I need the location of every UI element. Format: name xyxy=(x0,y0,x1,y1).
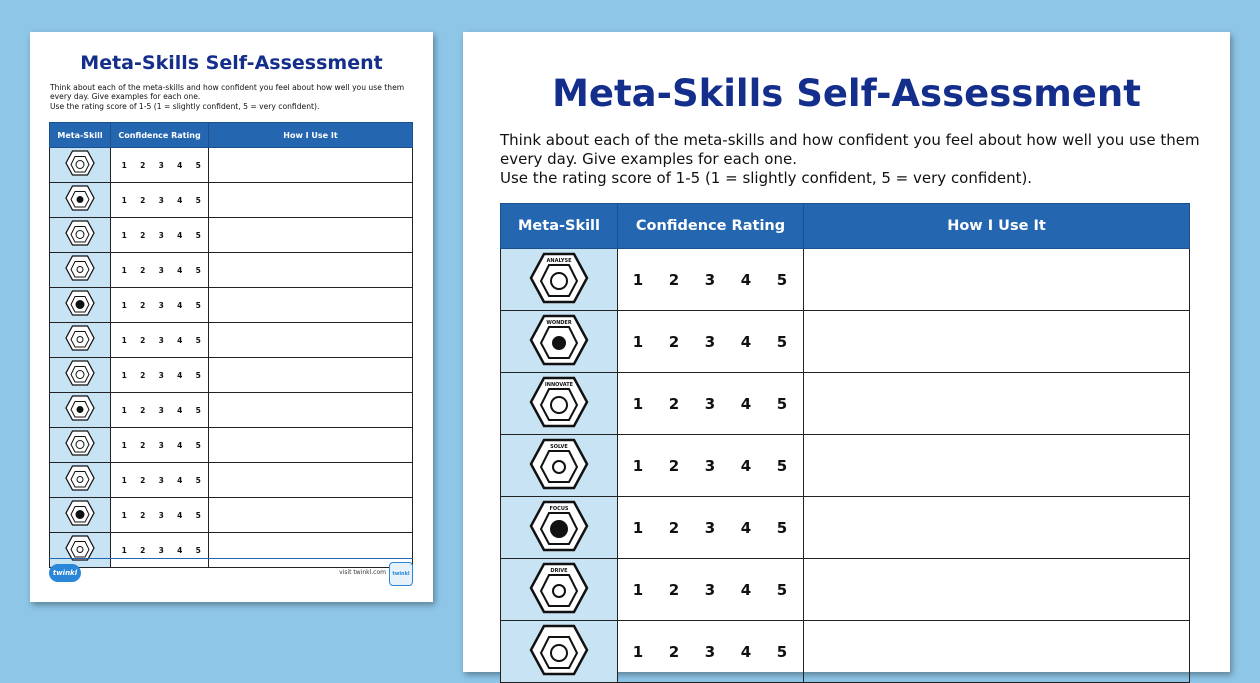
rating-option[interactable]: 5 xyxy=(195,370,201,380)
meta-skill-cell xyxy=(50,288,111,323)
table-row xyxy=(501,497,1190,559)
rating-option[interactable]: 2 xyxy=(140,300,146,310)
table-row xyxy=(501,249,1190,311)
rating-option[interactable]: 1 xyxy=(121,475,127,485)
rating-option[interactable]: 1 xyxy=(121,545,127,555)
rating-option[interactable]: 4 xyxy=(740,580,752,599)
rating-option[interactable]: 5 xyxy=(195,230,201,240)
how-i-use-it-cell[interactable] xyxy=(209,463,413,498)
rating-option[interactable]: 3 xyxy=(158,440,164,450)
rating-option[interactable]: 5 xyxy=(776,270,788,289)
rating-option[interactable]: 5 xyxy=(195,405,201,415)
rating-option[interactable]: 3 xyxy=(158,230,164,240)
rating-option[interactable]: 3 xyxy=(158,370,164,380)
rating-option[interactable]: 1 xyxy=(121,300,127,310)
rating-option[interactable]: 5 xyxy=(195,265,201,275)
footer-url: visit twinkl.com xyxy=(339,569,386,576)
how-i-use-it-cell[interactable] xyxy=(804,497,1190,559)
rating-option[interactable]: 3 xyxy=(704,456,716,475)
how-i-use-it-cell[interactable] xyxy=(209,253,413,288)
instructions-line-1: Think about each of the meta-skills and how confident you feel about how well you use them every day. Give examples for each one. xyxy=(500,131,1200,168)
rating-option[interactable]: 1 xyxy=(632,642,644,661)
how-i-use-it-cell[interactable] xyxy=(209,498,413,533)
table-row xyxy=(50,498,413,533)
rating-option[interactable]: 1 xyxy=(632,332,644,351)
rating-option[interactable]: 4 xyxy=(177,440,183,450)
how-i-use-it-cell[interactable] xyxy=(804,559,1190,621)
meta-skill-cell xyxy=(50,323,111,358)
confidence-rating-cell xyxy=(111,218,209,253)
rating-option[interactable]: 2 xyxy=(668,642,680,661)
meta-skill-hexagon-icon xyxy=(529,375,589,429)
rating-option[interactable]: 2 xyxy=(140,510,146,520)
zoomed-sheet xyxy=(463,32,1230,672)
rating-option[interactable]: 3 xyxy=(158,265,164,275)
rating-option[interactable]: 2 xyxy=(668,332,680,351)
meta-skill-cell xyxy=(501,497,618,559)
meta-skill-cell xyxy=(50,358,111,393)
how-i-use-it-cell[interactable] xyxy=(804,373,1190,435)
how-i-use-it-cell[interactable] xyxy=(804,249,1190,311)
how-i-use-it-cell[interactable] xyxy=(804,435,1190,497)
table-row xyxy=(501,311,1190,373)
table-row xyxy=(50,463,413,498)
rating-option[interactable]: 2 xyxy=(140,405,146,415)
rating-option[interactable]: 2 xyxy=(140,370,146,380)
rating-option[interactable]: 3 xyxy=(704,394,716,413)
table-row xyxy=(50,323,413,358)
rating-option[interactable]: 4 xyxy=(740,332,752,351)
rating-option[interactable]: 5 xyxy=(195,195,201,205)
confidence-rating-cell xyxy=(618,249,804,311)
rating-option[interactable]: 4 xyxy=(740,270,752,289)
meta-skill-cell xyxy=(501,435,618,497)
meta-skill-hexagon-icon xyxy=(65,288,95,318)
confidence-rating-cell xyxy=(111,428,209,463)
meta-skill-cell xyxy=(50,428,111,463)
meta-skill-cell xyxy=(50,498,111,533)
rating-option[interactable]: 4 xyxy=(177,230,183,240)
rating-option[interactable]: 3 xyxy=(704,270,716,289)
rating-option[interactable]: 3 xyxy=(158,335,164,345)
meta-skill-hexagon-icon xyxy=(529,499,589,553)
rating-option[interactable]: 3 xyxy=(158,510,164,520)
assessment-table xyxy=(500,203,1190,683)
assessment-table xyxy=(49,122,413,568)
table-row xyxy=(50,218,413,253)
twinkl-logo: twinkl xyxy=(49,564,81,582)
rating-option[interactable]: 1 xyxy=(632,580,644,599)
header-confidence-rating: Confidence Rating xyxy=(618,204,804,249)
confidence-rating-cell xyxy=(111,358,209,393)
meta-skill-hexagon-icon xyxy=(529,437,589,491)
rating-option[interactable]: 2 xyxy=(140,230,146,240)
rating-option[interactable]: 5 xyxy=(776,518,788,537)
meta-skill-cell xyxy=(50,463,111,498)
rating-option[interactable]: 4 xyxy=(740,642,752,661)
how-i-use-it-cell[interactable] xyxy=(209,393,413,428)
confidence-rating-cell xyxy=(618,435,804,497)
meta-skill-hexagon-icon xyxy=(529,561,589,615)
confidence-rating-cell xyxy=(111,393,209,428)
rating-option[interactable]: 2 xyxy=(668,456,680,475)
rating-option[interactable]: 3 xyxy=(158,405,164,415)
rating-option[interactable]: 3 xyxy=(158,160,164,170)
confidence-rating-cell xyxy=(618,497,804,559)
header-how-i-use-it: How I Use It xyxy=(209,123,413,148)
rating-option[interactable]: 3 xyxy=(704,580,716,599)
page-title: Meta-Skills Self-Assessment xyxy=(552,72,1141,115)
rating-option[interactable]: 4 xyxy=(740,456,752,475)
meta-skill-cell xyxy=(501,311,618,373)
rating-option[interactable]: 2 xyxy=(140,265,146,275)
rating-option[interactable]: 5 xyxy=(195,510,201,520)
rating-option[interactable]: 1 xyxy=(121,370,127,380)
rating-option[interactable]: 5 xyxy=(195,545,201,555)
meta-skill-label: DRIVE xyxy=(550,567,568,574)
rating-option[interactable]: 2 xyxy=(140,475,146,485)
meta-skill-hexagon-icon xyxy=(65,323,95,353)
rating-option[interactable]: 4 xyxy=(177,335,183,345)
page-title: Meta-Skills Self-Assessment xyxy=(80,52,383,74)
rating-option[interactable]: 2 xyxy=(140,440,146,450)
meta-skill-cell xyxy=(50,148,111,183)
how-i-use-it-cell[interactable] xyxy=(804,311,1190,373)
rating-option[interactable]: 1 xyxy=(121,510,127,520)
rating-option[interactable]: 3 xyxy=(704,642,716,661)
how-i-use-it-cell[interactable] xyxy=(209,323,413,358)
rating-option[interactable]: 4 xyxy=(177,545,183,555)
rating-option[interactable]: 4 xyxy=(177,265,183,275)
rating-option[interactable]: 5 xyxy=(195,335,201,345)
meta-skill-hexagon-icon xyxy=(65,148,95,178)
instructions xyxy=(50,83,418,111)
meta-skill-hexagon-icon xyxy=(65,183,95,213)
rating-option[interactable]: 1 xyxy=(121,335,127,345)
rating-option[interactable]: 4 xyxy=(177,370,183,380)
meta-skill-cell xyxy=(501,559,618,621)
header-meta-skill: Meta-Skill xyxy=(501,204,618,249)
instructions xyxy=(500,131,1200,188)
meta-skill-cell xyxy=(50,253,111,288)
rating-option[interactable]: 4 xyxy=(740,394,752,413)
table-row xyxy=(501,559,1190,621)
rating-option[interactable]: 2 xyxy=(140,195,146,205)
instructions-line-1: Think about each of the meta-skills and how confident you feel about how well you use them every day. Give examples for each one. xyxy=(50,83,405,102)
preview-sheet xyxy=(30,32,433,602)
table-row xyxy=(50,358,413,393)
twinkl-badge-icon: twinkl xyxy=(389,562,413,586)
meta-skill-cell xyxy=(501,373,618,435)
meta-skill-cell xyxy=(50,183,111,218)
rating-option[interactable]: 2 xyxy=(668,270,680,289)
meta-skill-cell xyxy=(50,393,111,428)
table-row xyxy=(50,393,413,428)
header-confidence-rating: Confidence Rating xyxy=(111,123,209,148)
confidence-rating-cell xyxy=(618,559,804,621)
meta-skill-hexagon-icon xyxy=(65,218,95,248)
rating-option[interactable]: 4 xyxy=(740,518,752,537)
rating-option[interactable]: 4 xyxy=(177,475,183,485)
meta-skill-hexagon-icon xyxy=(65,393,95,423)
rating-option[interactable]: 1 xyxy=(121,195,127,205)
table-row xyxy=(50,533,413,568)
rating-option[interactable]: 5 xyxy=(776,332,788,351)
rating-option[interactable]: 4 xyxy=(177,195,183,205)
how-i-use-it-cell[interactable] xyxy=(209,533,413,568)
confidence-rating-cell xyxy=(618,373,804,435)
confidence-rating-cell xyxy=(111,183,209,218)
rating-option[interactable]: 1 xyxy=(121,160,127,170)
rating-option[interactable]: 5 xyxy=(195,440,201,450)
meta-skill-cell xyxy=(50,218,111,253)
meta-skill-label: SOLVE xyxy=(550,443,568,450)
rating-option[interactable]: 4 xyxy=(177,160,183,170)
meta-skill-hexagon-icon xyxy=(65,428,95,458)
how-i-use-it-cell[interactable] xyxy=(209,358,413,393)
rating-option[interactable]: 3 xyxy=(158,300,164,310)
meta-skill-label: INNOVATE xyxy=(544,381,574,388)
rating-option[interactable]: 3 xyxy=(158,195,164,205)
instructions-line-2: Use the rating score of 1-5 (1 = slightly confident, 5 = very confident). xyxy=(50,101,320,111)
confidence-rating-cell xyxy=(111,498,209,533)
how-i-use-it-cell[interactable] xyxy=(209,288,413,323)
confidence-rating-cell xyxy=(111,463,209,498)
header-meta-skill: Meta-Skill xyxy=(50,123,111,148)
rating-option[interactable]: 5 xyxy=(195,160,201,170)
rating-option[interactable]: 2 xyxy=(140,160,146,170)
rating-option[interactable]: 3 xyxy=(704,518,716,537)
rating-option[interactable]: 1 xyxy=(632,518,644,537)
meta-skill-hexagon-icon xyxy=(529,313,589,367)
meta-skill-cell xyxy=(501,249,618,311)
table-row xyxy=(50,253,413,288)
rating-option[interactable]: 5 xyxy=(776,580,788,599)
footer-divider xyxy=(49,558,413,559)
meta-skill-hexagon-icon xyxy=(529,623,589,677)
meta-skill-hexagon-icon xyxy=(529,251,589,305)
confidence-rating-cell xyxy=(111,148,209,183)
rating-option[interactable]: 4 xyxy=(177,405,183,415)
table-row xyxy=(50,148,413,183)
rating-option[interactable]: 3 xyxy=(158,475,164,485)
rating-option[interactable]: 2 xyxy=(668,580,680,599)
meta-skill-label: FOCUS xyxy=(549,505,569,512)
meta-skill-hexagon-icon xyxy=(65,358,95,388)
table-row xyxy=(501,435,1190,497)
how-i-use-it-cell[interactable] xyxy=(209,218,413,253)
rating-option[interactable]: 2 xyxy=(140,545,146,555)
rating-option[interactable]: 2 xyxy=(668,518,680,537)
how-i-use-it-cell[interactable] xyxy=(209,148,413,183)
rating-option[interactable]: 5 xyxy=(776,642,788,661)
table-row xyxy=(50,288,413,323)
rating-option[interactable]: 3 xyxy=(704,332,716,351)
confidence-rating-cell xyxy=(618,311,804,373)
instructions-line-2: Use the rating score of 1-5 (1 = slightly confident, 5 = very confident). xyxy=(500,169,1033,187)
meta-skill-label: WONDER xyxy=(546,319,572,326)
rating-option[interactable]: 5 xyxy=(776,456,788,475)
rating-option[interactable]: 1 xyxy=(121,230,127,240)
rating-option[interactable]: 1 xyxy=(632,270,644,289)
rating-option[interactable]: 5 xyxy=(776,394,788,413)
header-how-i-use-it: How I Use It xyxy=(804,204,1190,249)
confidence-rating-cell xyxy=(111,323,209,358)
confidence-rating-cell xyxy=(111,533,209,568)
rating-option[interactable]: 5 xyxy=(195,475,201,485)
rating-option[interactable]: 1 xyxy=(632,394,644,413)
meta-skill-hexagon-icon xyxy=(65,498,95,528)
table-row xyxy=(50,183,413,218)
rating-option[interactable]: 4 xyxy=(177,300,183,310)
table-row xyxy=(501,373,1190,435)
meta-skill-cell xyxy=(50,533,111,568)
how-i-use-it-cell[interactable] xyxy=(209,428,413,463)
meta-skill-hexagon-icon xyxy=(65,253,95,283)
rating-option[interactable]: 1 xyxy=(121,405,127,415)
how-i-use-it-cell[interactable] xyxy=(209,183,413,218)
rating-option[interactable]: 4 xyxy=(177,510,183,520)
rating-option[interactable]: 5 xyxy=(195,300,201,310)
meta-skill-hexagon-icon xyxy=(65,463,95,493)
rating-option[interactable]: 1 xyxy=(632,456,644,475)
rating-option[interactable]: 2 xyxy=(140,335,146,345)
confidence-rating-cell xyxy=(111,288,209,323)
rating-option[interactable]: 1 xyxy=(121,440,127,450)
rating-option[interactable]: 1 xyxy=(121,265,127,275)
rating-option[interactable]: 3 xyxy=(158,545,164,555)
table-row xyxy=(50,428,413,463)
rating-option[interactable]: 2 xyxy=(668,394,680,413)
meta-skill-label: ANALYSE xyxy=(546,257,572,264)
confidence-rating-cell xyxy=(111,253,209,288)
